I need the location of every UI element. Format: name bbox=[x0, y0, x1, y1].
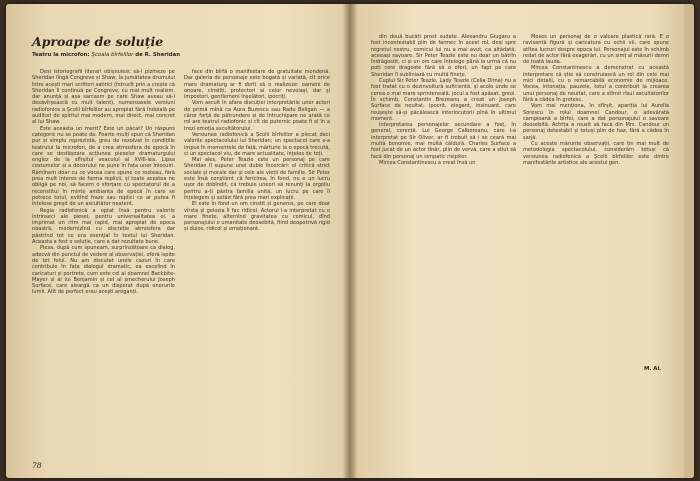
book-spread bbox=[6, 4, 694, 478]
paragraph: Cuplul Sir Peter Teazle, Lady Teazle (Celia Dima) nu a fost tratat cu o dezinvoltură suficientă, și acolo unde se cerea o mai mare sprinteneală, jocul a fost apăsat, greoi. În schimb, Constantin Brezeanu a creat un Joseph Surface de neuitat, ipocrit, elegant, insinuant, care reușește să-și păcălească interlocutorii pînă în ultimul moment. bbox=[371, 78, 516, 122]
left-page bbox=[6, 4, 349, 478]
subtitle-author: de R. Sheridan bbox=[135, 52, 181, 58]
subtitle-play-title: Școala bîrfelilor bbox=[91, 52, 134, 58]
left-page-column-1 bbox=[32, 69, 175, 459]
paragraph: din două bucăți prost sudate. Alexandru Giugaru a fost incontestabil plin de farmec în acest rol, deși spre regretul nostru, comicul lui nu a mai avut, ca altădată, aceeași savoare. Sir Peter Teazle este nu doar un bătrîn îndrăgostit, ci și un om care înțelege până la urmă că nu poți cere dragoste fără să o oferi, un fapt pe care Sheridan îl subliniază cu multă finețe. bbox=[371, 34, 516, 78]
paragraph: face din bîrfă o manifestare de gratuitate mondenă. Dar galeria de personaje este bogată și variată, cît orice mare dramaturg ar fi dorit să o realizeze: oameni de onoare, cinstiți, protectori ai celor nevoiași, dar și impostori, gentlemeni înșelători, ipocriți. bbox=[184, 69, 330, 101]
subtitle-prefix: Teatru la microfon: bbox=[32, 52, 90, 58]
right-page-column-2 bbox=[523, 34, 669, 364]
paragraph: Mircea Constantinescu a creat însă un bbox=[379, 159, 476, 166]
author-signature: M. Al. bbox=[644, 366, 662, 372]
paragraph: Deși istoriografii literari obișnuiesc să-l pizmeze pe Sheridan lîngă Congreve și Shaw, la jumătatea drumului între acești mari scriitori satirici (întrucît prin a crește că Sheridan îl continuă pe Congreve, cu mai mult realism, dar anunță și așa sarcasm pe care Shaw aveau să-l desăvîrșească cu mult talent), numeroasele versiuni radiofonice a Școlii bîrfelilor au apropiat fără îndoială pe auditori de spiritul mai modern, mai direct, mai concret al lui Shaw. bbox=[32, 69, 175, 126]
paragraph: Cu aceste mărunte observații, care țin mai mult de metodologia spectacolului, considerăm totuși că versiunea radiofonică a Școlii bîrfelilor este dintre manifestările artistice ale acestui gen. bbox=[523, 141, 669, 166]
page-number: 78 bbox=[32, 461, 42, 470]
page-edges bbox=[684, 4, 694, 478]
article-subtitle bbox=[32, 52, 332, 58]
paragraph: Este aceasta un merit? Este un păcat? Un răspuns categoric nu se poate da. Foarte mulți spun că Sheridan pur și simplu reprezintă, greu de rezolvat în condițiile teatrului la microfon, de a crea atmosfera de epocă în care se desfășoara acțiunea pieselor dramaturgului englez de la sfîrșitul veacului al XVIII-lea. Lipsa costumelor și a decorului ne pune în fața unor înlocuiri. Rămînem doar cu ce vocea care spune ce rosteau, fără prea mult interes de forma replicii, și toate acestea ne obligă pe noi, să facem o sforțare cu spectatorul de a reconstitui în minte ambianța de epocă în care se petrece totul, evitînd fraze sau replici ce ar putea fi înțelese greșit de un ascultător neatent. bbox=[32, 125, 175, 208]
paragraph: El este în fond un om cinstit și generos, pe care doar vîrsta și gelozia îl fac ridicol. Actorul l-a interpretat cu o mare finețe, alternînd gravitatea cu comicul, dînd personajului o umanitate deosebită, fiind deopotrivă rigid și duios, ridicol și emoționant. bbox=[184, 201, 330, 233]
paragraph: Interpretarea personajelor secundare a fost, în general, corectă. Lui George Calboreanu, care l-a interpretat pe Sir Oliver, ar fi trebuit să i se ceară mai multă bonomie, mai multă căldură. Charles Surface a fost jucat de un actor tînăr, plin de vervă, care a știut să facă din personaj un simpatic risipitor. bbox=[371, 122, 516, 160]
paragraph: Vom ascult în afara discuției interpretările unor actori de primă mînă ca Aura Buzescu sau Radu Beligan — a căror forță de pătrundere și de întruchipare ne arată ce rol are teatrul radiofonic și cît de puternic poate fi el în a trezi emoția ascultătorului. bbox=[184, 100, 330, 132]
right-page-column-1 bbox=[371, 34, 516, 434]
article-title: Aproape de soluție bbox=[32, 34, 164, 49]
paragraph: Moses un personaj de o valoare plastică rară. E o ravisantă figură și caricatura cu ochii vii, care spune atîtea lucruri despre epoca lui. Personajul este în schimb redat de actor fără exagerări, cu un simț al măsurii demn de toată lauda. bbox=[523, 34, 669, 66]
paragraph: Regia radiofonică a optat însă pentru valorile intrinseci ale piesei, pentru universalitatea ei, a imprimat un ritm mai rapid, mai apropiat de epoca noastră, modernizînd cu discreție atmosfera dar păstrînd tot ce era esențial în textul lui Sheridan. Aceasta a fost o soluție, care a dat rezultate bune. bbox=[32, 207, 175, 246]
paragraph: Mai ales, Peter Teazle este un personaj pe care Sheridan îl supune unei duble încercări: el critică strict sociale și morale dar și cele ale vieții de familie. Sir Peter este însă conștient că fericirea, în fond, nu e un lucru ușor de dobîndit, că trebuie uneori să renunți la orgoliu pentru a-ți păstra familia unită, un lucru pe care îl înțelegem și astăzi fără prea mari explicații. bbox=[184, 157, 330, 201]
paragraph: Vom mai menționa, în sfîrșit, apariția lui Aurelia Sorescu în rolul doamnei Candour, o adevărată campioană a bîrfei, care a dat personajului o savoare deosebită. Actrița a reușit să facă din Mrs. Candour un personaj detestabil și totuși plin de haz, fără a cădea în șarjă. bbox=[523, 103, 669, 141]
left-page-column-2 bbox=[184, 69, 330, 459]
right-page bbox=[351, 4, 694, 478]
paragraph: Versiunea radiofonică a Școlii bîrfelilor a plecat deci valorile spectacolului lui Sheridan; un spectacol care s-a impus în momentele de față, mărturie la o epocă trecută, ci un spectacol viu, de mare actualitate, înțeles de toți. bbox=[184, 131, 330, 157]
paragraph: Mircea Constantinescu a demonstrat cu această interpretare că știe să construiască un rol din cele mai mici detalii, cu o remarcabilă economie de mijloace. Vocea, intonația, pauzele, totul a contribuit la crearea unui personaj de neuitat, care a stîrnit rîsul ascultătorilor fără a cădea în grotesc. bbox=[523, 65, 669, 103]
paragraph: Piesa, după cum spuneam, surprinzătoare ca dialog, adecvă din punctul de vedere al observației, oferă ispite de tot felul. Nu am discutat unele cazuri în care contribuie în fața dialogul dramatic, ea excelînd în caricaturi și portrete, cum este cel al doamnei Backbite-Mayer și al lui Benjamin și cel al șmecherului Joseph Surface, care aleargă ca un disperat după onorurile lumii. Atît de perfect erau acești aroganți. bbox=[32, 245, 175, 296]
